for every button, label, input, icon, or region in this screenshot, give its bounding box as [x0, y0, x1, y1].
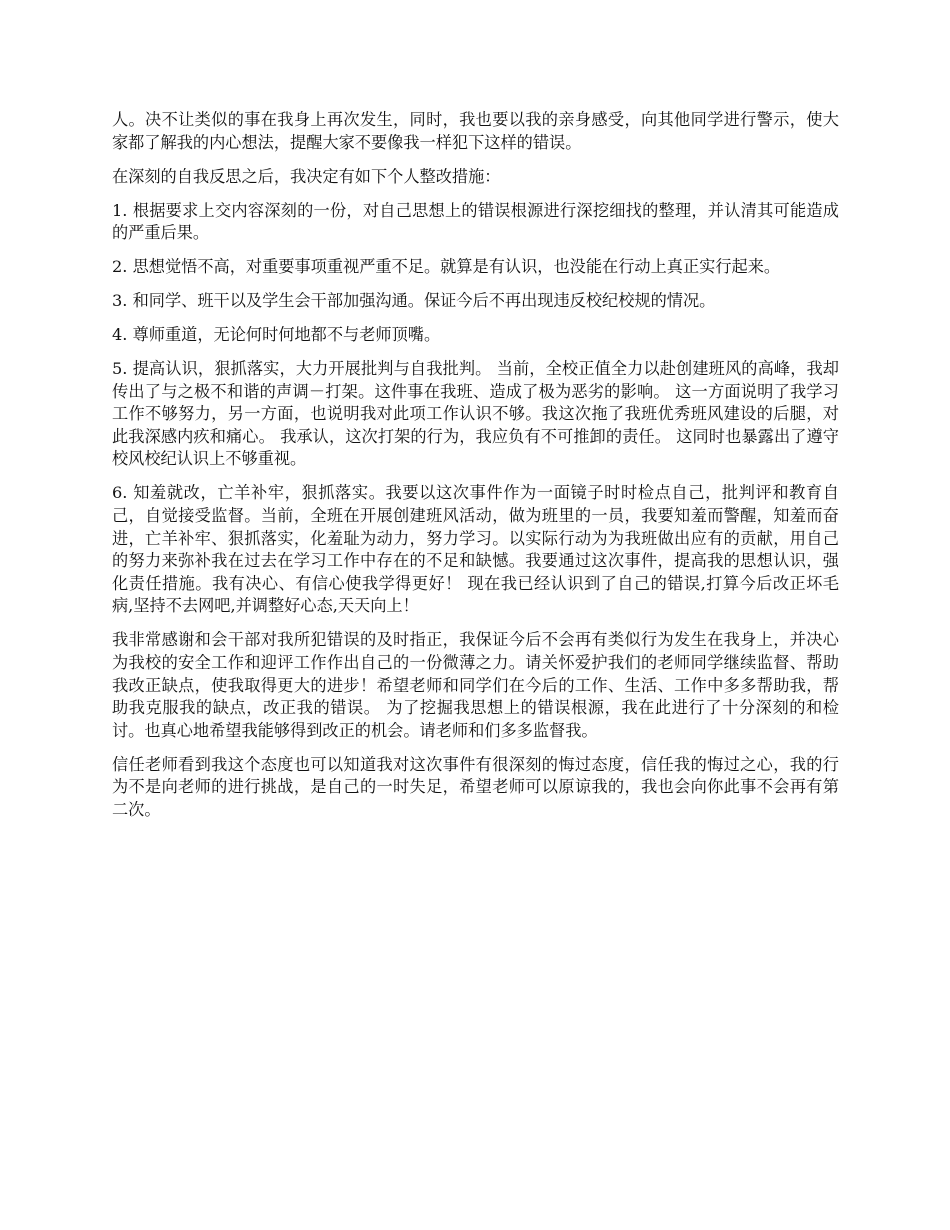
paragraph-measure-1: 1. 根据要求上交内容深刻的一份，对自己思想上的错误根源进行深挖细找的整理，并认清其可能造成的严重后果。 — [112, 200, 839, 243]
paragraph-measure-6: 6. 知羞就改，亡羊补牢，狠抓落实。我要以这次事件作为一面镜子时时检点自己，批判评和教育自己，自觉接受监督。当前，全班在开展创建班风活动，做为班里的一员，我要知羞而警醒，知羞而奋进，亡羊补牢、狠抓落实，化羞耻为动力，努力学习。以实际行动为为我班做出应有的贡献，用自己的努力来弥补我在过去在学习工作中存在的不足和缺憾。我要通过这次事件，提高我的思想认识，强化责任措施。我有决心、有信心使我学得更好！ 现在我已经认识到了自己的错误,打算今后改正坏毛病,坚持不去网吧,并调整好心态,天天向上！ — [112, 483, 839, 616]
paragraph-intro-measures: 在深刻的自我反思之后，我决定有如下个人整改措施： — [112, 166, 501, 186]
paragraph-measure-2: 2. 思想觉悟不高，对重要事项重视严重不足。就算是有认识，也没能在行动上真正实行起来。 — [112, 257, 781, 277]
paragraph-measure-4: 4. 尊师重道，无论何时何地都不与老师顶嘴。 — [112, 325, 441, 345]
document-page — [112, 109, 839, 833]
paragraph-measure-5: 5. 提高认识，狠抓落实，大力开展批判与自我批判。 当前，全校正值全力以赴创建班风的高峰，我却传出了与之极不和谐的声调－打架。这件事在我班、造成了极为恶劣的影响。 这一方面说明了我学习工作不够努力，另一方面，也说明我对此项工作认识不够。我这次拖了我班优秀班风建设的后腿，对此我深感内疚和痛心。 我承认，这次打架的行为，我应负有不可推卸的责任。 这同时也暴露出了遵守校风校纪认识上不够重视。 — [112, 359, 839, 469]
paragraph-measure-3: 3. 和同学、班干以及学生会干部加强沟通。保证今后不再出现违反校纪校规的情况。 — [112, 291, 716, 311]
paragraph-closing: 信任老师看到我这个态度也可以知道我对这次事件有很深刻的悔过态度，信任我的悔过之心，我的行为不是向老师的进行挑战，是自己的一时失足，希望老师可以原谅我的，我也会向你此事不会再有第二次。 — [112, 754, 839, 819]
paragraph-continuation: 人。决不让类似的事在我身上再次发生，同时，我也要以我的亲身感受，向其他同学进行警示，使大家都了解我的内心想法，提醒大家不要像我一样犯下这样的错误。 — [112, 110, 839, 152]
paragraph-thanks: 我非常感谢和会干部对我所犯错误的及时指正，我保证今后不会再有类似行为发生在我身上，并决心为我校的安全工作和迎评工作作出自己的一份微薄之力。请关怀爱护我们的老师同学继续监督、帮助我改正缺点，使我取得更大的进步！希望老师和同学们在今后的工作、生活、工作中多多帮助我，帮助我克服我的缺点，改正我的错误。 为了挖掘我思想上的错误根源，我在此进行了十分深刻的和检讨。也真心地希望我能够得到改正的机会。请老师和们多多监督我。 — [112, 630, 839, 740]
